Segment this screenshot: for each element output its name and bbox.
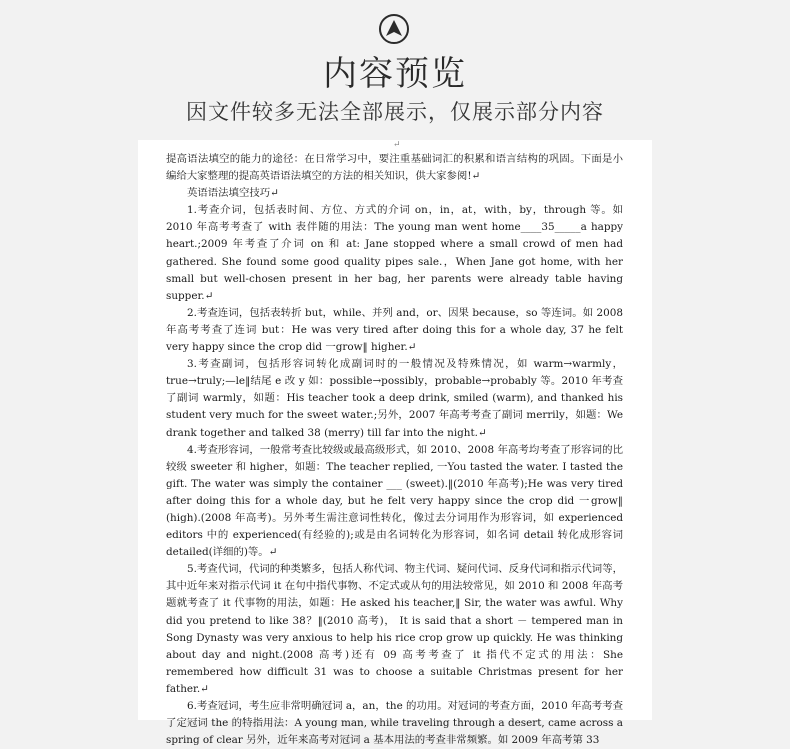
doc-paragraph: 2.考查连词，包括表转折 but，while、并列 and，or、因果 because，so 等连词。如 2008 年高考考查了连词 but：He was very tired after doing this for a whole day, 37 he felt very happy since the crop did 一grow‖ higher.↵ [166,306,623,354]
page-subtitle: 因文件较多无法全部展示，仅展示部分内容 [186,100,604,124]
doc-paragraph: 英语语法填空技巧↵ [187,187,279,200]
paragraph-mark-icon: ↵ [393,140,401,150]
doc-paragraph: 提高语法填空的能力的途径：在日常学习中，要注重基础词汇的积累和语言结构的巩固。下面是小编给大家整理的提高英语语法填空的方法的相关知识，供大家参阅!↵ [166,153,623,183]
upward-arrow-circle-icon [379,14,409,44]
doc-paragraph: 3.考查副词，包括形容词转化成副词时的一般情况及特殊情况，如 warm→warmly，true→truly;—le‖结尾 e 改 y 如：possible→possibly，probable→probably 等。2010 年考查了副词 warmly，如题：His teacher took a deep drink, smiled (warm), and thanked his student very much for the sweet water.;另外，2007 年高考考查了副词 merrily，如题：We drank together and talked 38 (merry) till far into the night.↵ [166,358,623,439]
page-title: 内容预览 [323,54,467,94]
doc-paragraph: 4.考查形容词，一般常考查比较级或最高级形式，如 2010、2008 年高考均考查了形容词的比较级 sweeter 和 higher，如题：The teacher replied, 一You tasted the water. I tasted the gift. The water was simply the container ___ (sweet).‖(2010 年高考);He was very tired after doing this for a whole day, but he felt very happy since the crop did 一grow‖ (high).(2008 年高考)。另外考生需注意词性转化，像过去分词用作为形容词，如 experienced editors 中的 experienced(有经验的);或是由名词转化为形容词，如名词 detail 转化成形容词 detailed(详细的)等。↵ [166,443,623,559]
doc-paragraph: 6.考查冠词，考生应非常明确冠词 a，an，the 的功用。对冠词的考查方面，2010 年高考考查了定冠词 the 的特指用法：A young man, while traveling through a desert, came across a spring of clear 另外，近年来高考对冠词 a 基本用法的考查非常频繁。如 2009 年高考第 33 [166,700,623,747]
doc-paragraph: 5.考查代词，代词的种类繁多，包括人称代词、物主代词、疑问代词、反身代词和指示代词等，其中近年来对指示代词 it 在句中指代事物、不定式或从句的用法较常见，如 2010 和 2008 年高考题就考查了 it 代事物的用法，如题：He asked his teacher,‖ Sir, the water was awful. Why did you pretend to like 38？‖(2010 高考)， It is said that a short － tempered man in Song Dynasty was very anxious to help his rice crop grow up quickly. He was thinking about day and night.(2008 高考)还有 09 高考考查了 it 指代不定式的用法：She remembered how difficult 31 was to choose a suitable Christmas present for her father.↵ [166,563,623,695]
preview-header [0,0,790,140]
document-page [138,140,652,747]
document-body [166,151,623,749]
doc-paragraph: 1.考查介词，包括表时间、方位、方式的介词 on，in，at，with，by，through 等。如 2010 年高考考查了 with 表伴随的用法：The young man went home____35_____a happy heart.;2009 年考查了介词 on 和 at: Jane stopped where a small crowd of men had gathered. She found some good quality pipes sale.，When Jane got home, with her small but well-chosen present in her bag, her parents were already table having supper.↵ [166,204,623,302]
